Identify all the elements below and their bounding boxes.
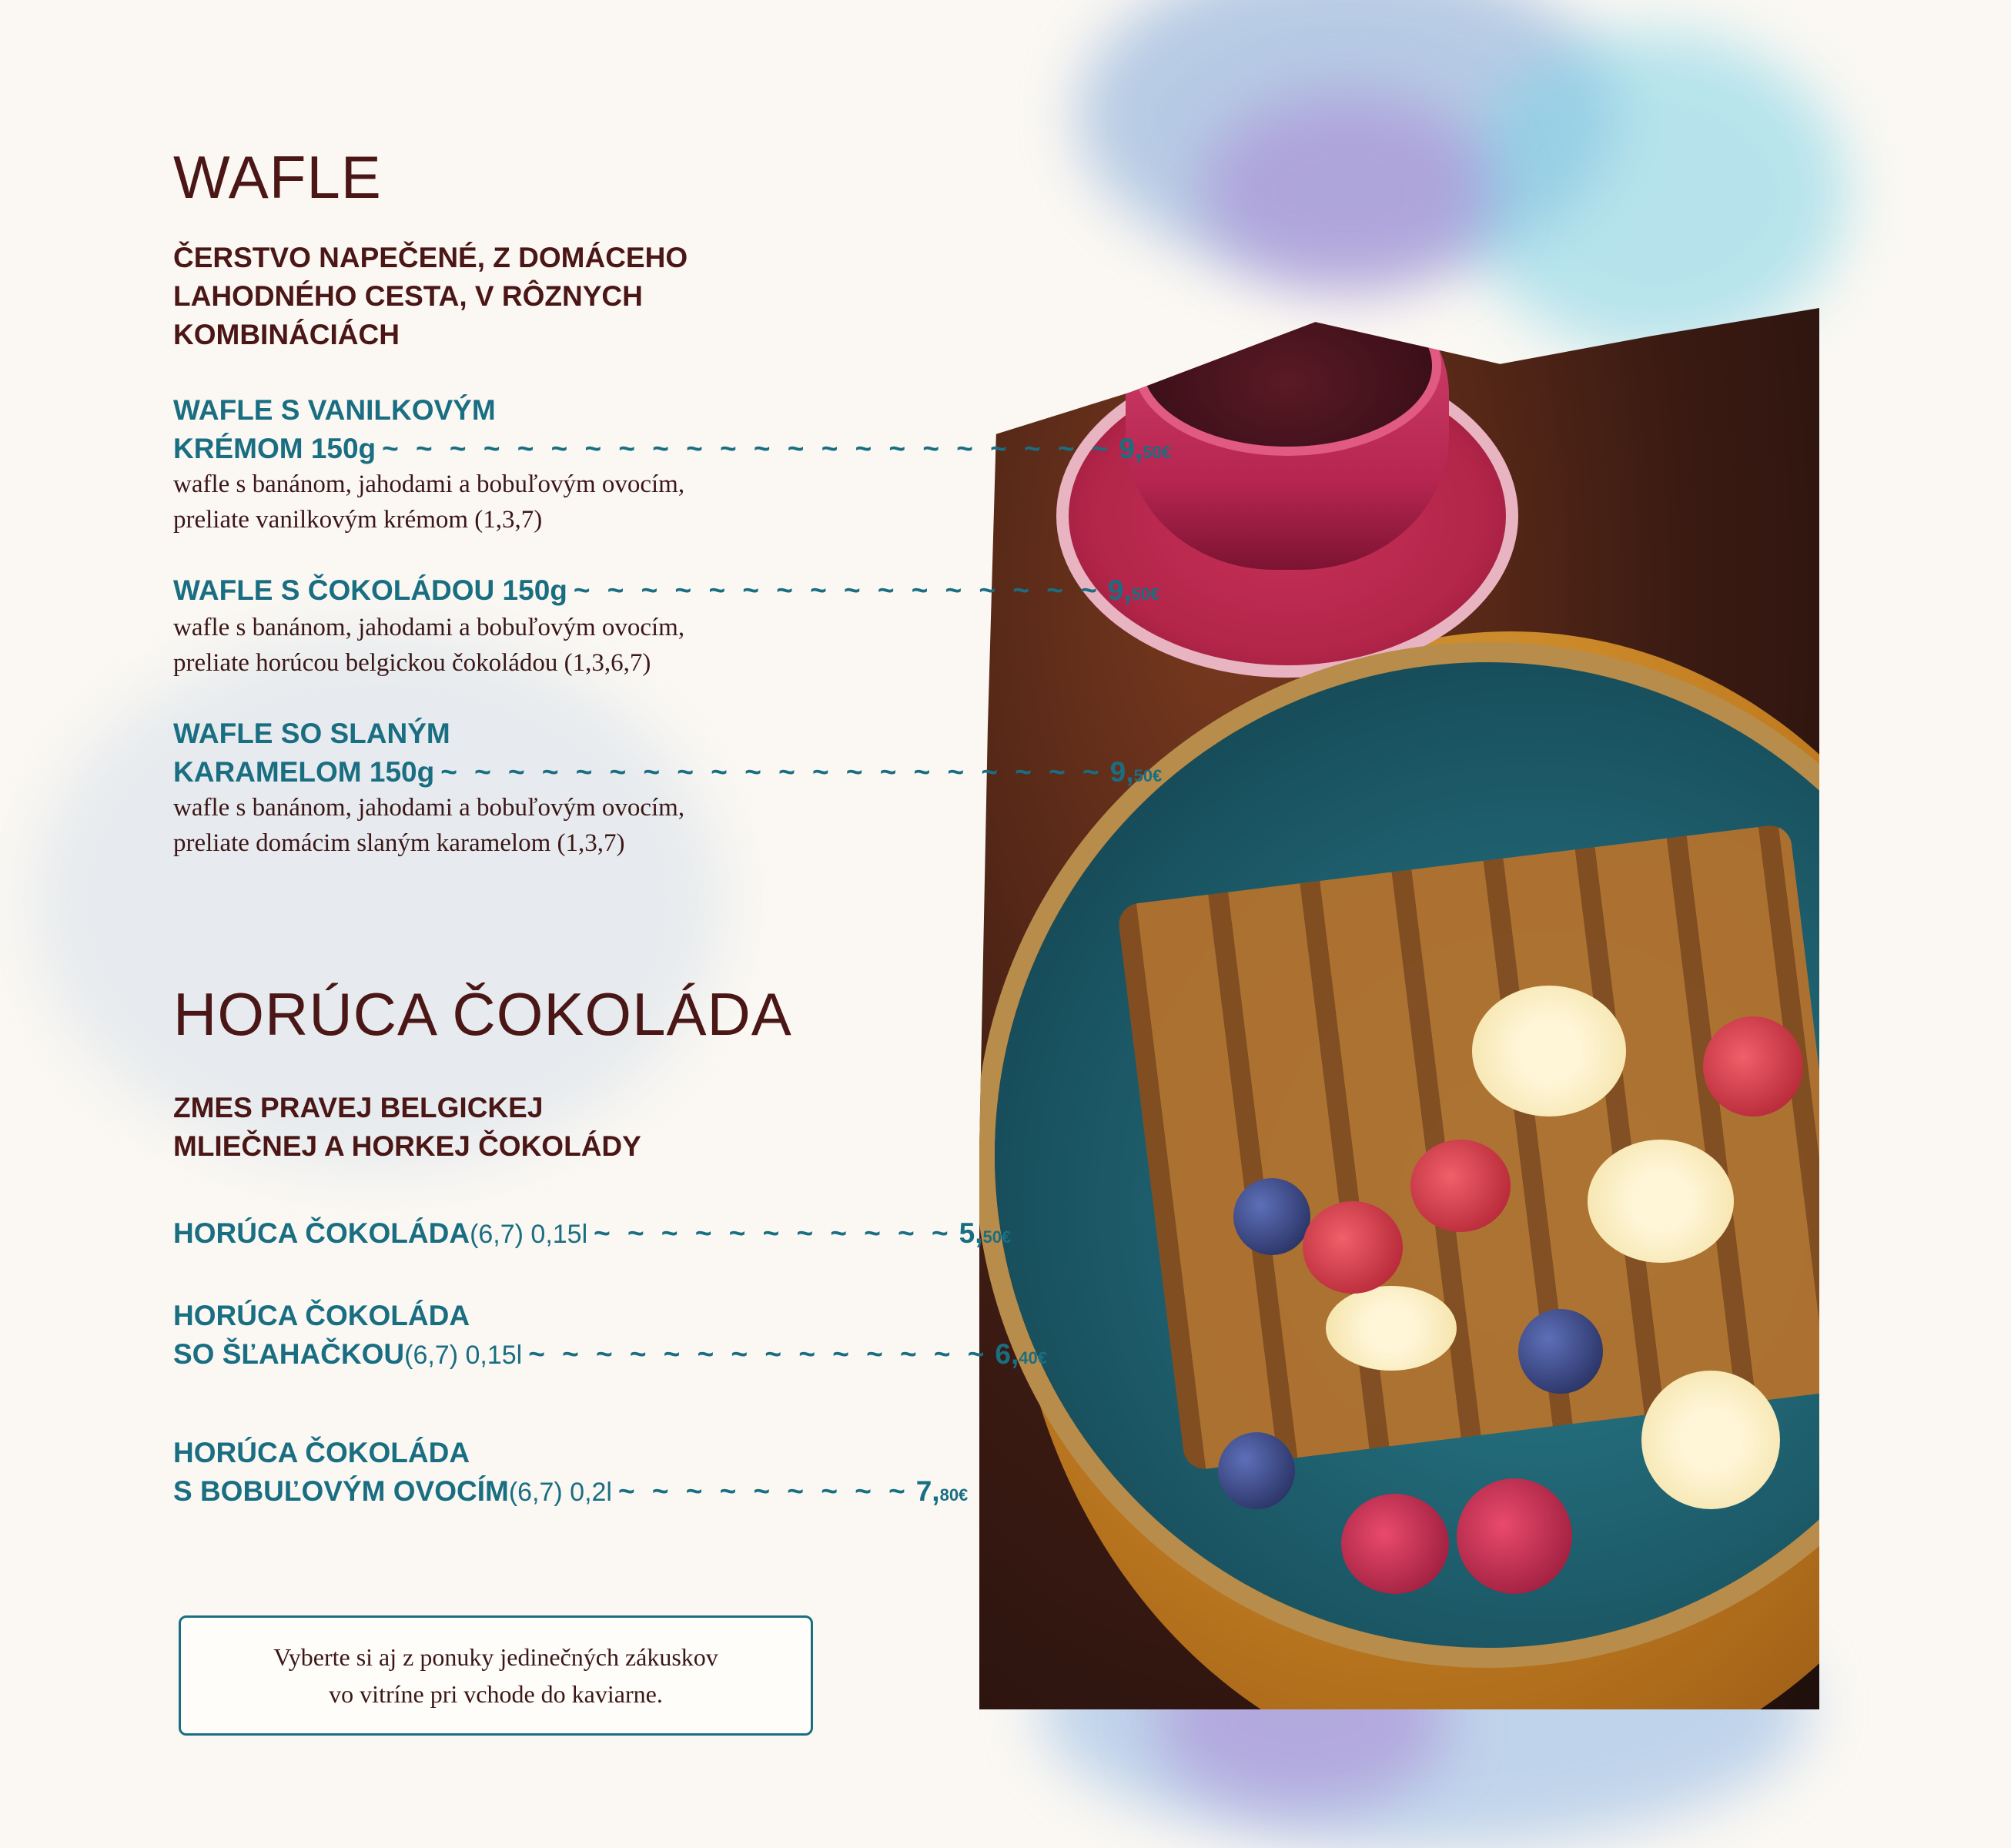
menu-item-description [173, 467, 851, 537]
blueberry [1518, 1309, 1603, 1394]
menu-item-title [173, 715, 1163, 795]
hot-chocolate-subtitle-line: MLIEČNEJ A HORKEJ ČOKOLÁDY [173, 1130, 641, 1162]
menu-item-name: S BOBUĽOVÝM OVOCÍM [173, 1475, 509, 1507]
menu-item-name-line: WAFLE SO SLANÝM [173, 718, 450, 749]
price-main: 9, [1107, 574, 1132, 606]
strawberry [1410, 1140, 1511, 1232]
raspberry [1457, 1478, 1572, 1594]
pastry-note-box [179, 1615, 813, 1736]
menu-item-allergens: (6,7) 0,2l [508, 1478, 612, 1507]
waffles-subtitle [173, 239, 805, 354]
watercolor-wash [1463, 31, 1848, 354]
menu-item-name: HORÚCA ČOKOLÁDA [173, 1217, 470, 1249]
description-line: wafle s banánom, jahodami a bobuľovým ovocím, [173, 470, 685, 498]
menu-item-name: SO ŠĽAHAČKOU [173, 1338, 405, 1370]
menu-item-price [959, 1214, 1012, 1257]
menu-item-name-line: HORÚCA ČOKOLÁDA [173, 1300, 470, 1331]
leader-dots: ~ ~ ~ ~ ~ ~ ~ ~ ~ [618, 1475, 910, 1507]
leader-dots: ~ ~ ~ ~ ~ ~ ~ ~ ~ ~ ~ ~ ~ ~ ~ ~ [573, 574, 1102, 606]
blueberry [1218, 1432, 1295, 1509]
waffles-subtitle-line: ČERSTVO NAPEČENÉ, Z DOMÁCEHO [173, 242, 688, 273]
leader-dots: ~ ~ ~ ~ ~ ~ ~ ~ ~ ~ ~ ~ ~ ~ ~ ~ ~ ~ ~ ~ [440, 756, 1104, 788]
menu-item-name: KARAMELOM 150g [173, 756, 435, 788]
description-line: preliate vanilkovým krémom (1,3,7) [173, 506, 543, 534]
strawberry [1303, 1201, 1403, 1294]
menu-item-title [173, 1214, 1012, 1257]
section-title-hot-chocolate: HORÚCA ČOKOLÁDA [173, 980, 792, 1048]
section-title-waffles: WAFLE [173, 143, 382, 211]
note-line: Vyberte si aj z ponuky jedinečných zákuskov [273, 1643, 718, 1671]
watercolor-wash [1201, 92, 1494, 293]
menu-item-name: KRÉMOM 150g [173, 433, 376, 464]
menu-item-price [1108, 571, 1160, 614]
menu-item-title [173, 571, 1160, 614]
menu-item-price [1110, 753, 1163, 795]
menu-item-price [916, 1472, 969, 1515]
hot-chocolate-subtitle [173, 1089, 805, 1166]
description-line: preliate horúcou belgickou čokoládou (1,3,6,7) [173, 649, 651, 677]
waffle-photo [979, 308, 1819, 1709]
banana-slice [1472, 986, 1626, 1116]
banana-slice [1588, 1140, 1734, 1263]
leader-dots: ~ ~ ~ ~ ~ ~ ~ ~ ~ ~ ~ ~ ~ ~ ~ ~ ~ ~ ~ ~ ~ ~ [382, 433, 1113, 464]
price-main: 9, [1109, 756, 1134, 788]
menu-item-name-line: WAFLE S VANILKOVÝM [173, 394, 496, 426]
blueberry [1233, 1178, 1310, 1255]
price-cents: 50€ [982, 1227, 1012, 1247]
banana-slice [1326, 1286, 1457, 1371]
waffles-subtitle-line: KOMBINÁCIÁCH [173, 319, 400, 350]
price-cents: 50€ [1131, 584, 1160, 604]
cup-berries [1143, 285, 1432, 447]
menu-item-description [173, 610, 851, 681]
price-cents: 50€ [1143, 443, 1171, 462]
menu-item-title [173, 1297, 1047, 1378]
description-line: wafle s banánom, jahodami a bobuľovým ovocím, [173, 614, 685, 641]
raspberry [1341, 1494, 1449, 1594]
description-line: preliate domácim slaným karamelom (1,3,7) [173, 829, 625, 857]
menu-item-allergens: (6,7) 0,15l [470, 1220, 588, 1249]
menu-item-price [995, 1335, 1047, 1378]
hot-chocolate-subtitle-line: ZMES PRAVEJ BELGICKEJ [173, 1092, 544, 1123]
menu-item-name: WAFLE S ČOKOLÁDOU 150g [173, 574, 567, 606]
leader-dots: ~ ~ ~ ~ ~ ~ ~ ~ ~ ~ ~ ~ ~ ~ [528, 1338, 989, 1370]
menu-item-title [173, 1434, 969, 1515]
price-main: 7, [915, 1475, 940, 1507]
menu-item-description [173, 790, 851, 861]
price-cents: 50€ [1133, 766, 1163, 785]
note-line: vo vitríne pri vchode do kaviarne. [329, 1680, 663, 1708]
menu-item-title [173, 391, 1171, 472]
price-cents: 40€ [1019, 1348, 1047, 1368]
price-main: 5, [959, 1217, 983, 1249]
strawberry [1703, 1016, 1803, 1116]
price-main: 6, [995, 1338, 1019, 1370]
menu-item-allergens: (6,7) 0,15l [404, 1341, 523, 1370]
menu-item-name-line: HORÚCA ČOKOLÁDA [173, 1437, 470, 1468]
price-main: 9, [1119, 433, 1143, 464]
banana-slice [1641, 1371, 1780, 1509]
waffles-subtitle-line: LAHODNÉHO CESTA, V RÔZNYCH [173, 280, 643, 312]
menu-item-price [1119, 430, 1171, 472]
price-cents: 80€ [939, 1485, 969, 1505]
description-line: wafle s banánom, jahodami a bobuľovým ovocím, [173, 794, 685, 822]
leader-dots: ~ ~ ~ ~ ~ ~ ~ ~ ~ ~ ~ [594, 1217, 953, 1249]
